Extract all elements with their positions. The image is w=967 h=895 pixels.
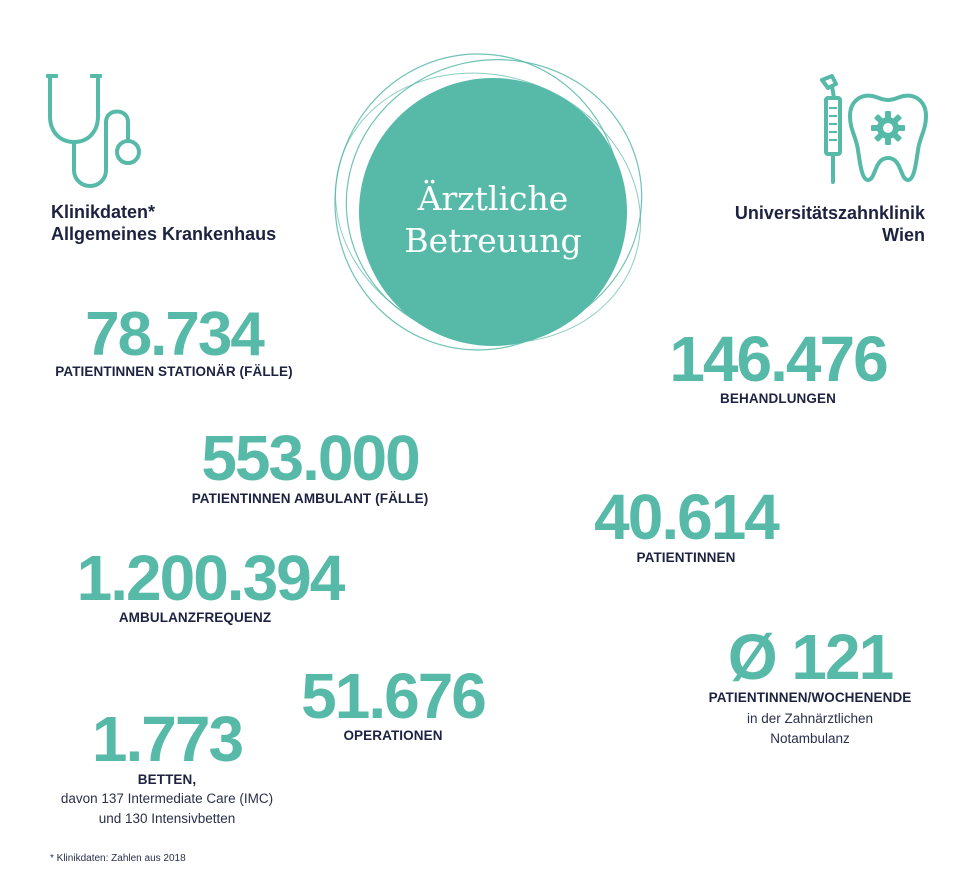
right-heading-line1: Universitätszahnklinik bbox=[734, 203, 925, 223]
stat-betten-sub1: davon 137 Intermediate Care (IMC) bbox=[60, 791, 274, 806]
stat-frequenz-label: AMBULANZFREQUENZ bbox=[118, 610, 272, 625]
footnote: * Klinikdaten: Zahlen aus 2018 bbox=[50, 853, 186, 864]
stat-wochenende-value: Ø 121 bbox=[727, 621, 893, 693]
stat-ambulant-label: PATIENTINNEN AMBULANT (FÄLLE) bbox=[191, 491, 429, 506]
center-title bbox=[318, 178, 668, 262]
stat-betten-sub2: und 130 Intensivbetten bbox=[98, 811, 236, 826]
center-title-line2: Betreuung bbox=[404, 221, 582, 260]
stat-operationen-value: 51.676 bbox=[301, 660, 485, 732]
stat-betten-label: BETTEN, bbox=[137, 772, 197, 787]
stat-betten-value: 1.773 bbox=[91, 703, 243, 775]
stat-patientinnen-label: PATIENTINNEN bbox=[636, 550, 736, 565]
stat-operationen-label: OPERATIONEN bbox=[343, 728, 443, 743]
stat-behandlungen-label: BEHANDLUNGEN bbox=[720, 391, 836, 406]
stat-stationaer-label: PATIENTINNEN STATIONÄR (FÄLLE) bbox=[55, 364, 293, 379]
left-heading-line1: Klinikdaten* bbox=[51, 202, 156, 222]
stat-ambulant-value: 553.000 bbox=[201, 422, 419, 494]
left-heading-line2: Allgemeines Krankenhaus bbox=[51, 224, 277, 244]
stat-frequenz-value: 1.200.394 bbox=[76, 542, 344, 614]
stat-wochenende-sub2: Notambulanz bbox=[770, 731, 850, 746]
stat-wochenende-sub1: in der Zahnärztlichen bbox=[746, 711, 874, 726]
right-heading-line2: Wien bbox=[882, 225, 925, 245]
stat-wochenende-label: PATIENTINNEN/WOCHENENDE bbox=[708, 690, 912, 705]
stat-stationaer-value: 78.734 bbox=[85, 300, 263, 369]
dental-tooth-icon bbox=[812, 72, 932, 188]
left-heading bbox=[51, 201, 276, 245]
right-heading bbox=[735, 202, 925, 246]
center-title-line1: Ärztliche bbox=[417, 179, 569, 218]
stat-behandlungen-value: 146.476 bbox=[669, 323, 887, 395]
stat-patientinnen-value: 40.614 bbox=[594, 481, 778, 553]
stethoscope-icon bbox=[44, 70, 164, 190]
